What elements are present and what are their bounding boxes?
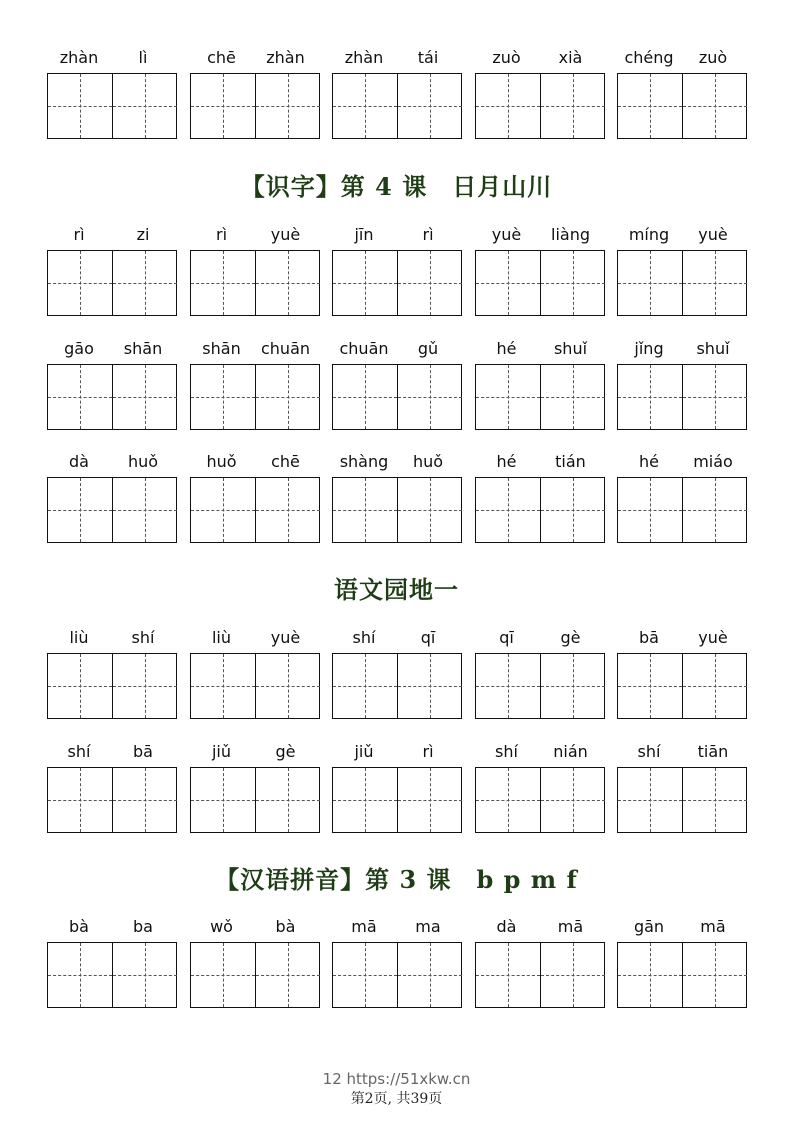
guide-line-horizontal [476,686,540,687]
pinyin-label: jǐng [634,339,664,358]
writing-cell[interactable] [48,943,112,1007]
writing-cell[interactable] [540,478,605,542]
writing-cell[interactable] [682,943,747,1007]
pinyin-label: shí [67,742,91,761]
section-heading: 【汉语拼音】第 3 课 b p m f [215,865,578,894]
writing-cell[interactable] [540,654,605,718]
word-block [617,917,747,1007]
word-block [475,917,605,1007]
word-block [475,225,605,315]
writing-cell[interactable] [255,654,320,718]
guide-line-horizontal [398,510,462,511]
word-block [190,339,320,429]
footer-url: 12 https://51xkw.cn [322,1070,471,1088]
writing-grid [475,653,605,719]
writing-grid [332,364,462,430]
writing-cell[interactable] [397,365,462,429]
guide-line-horizontal [541,975,605,976]
guide-line-horizontal [476,975,540,976]
writing-cell[interactable] [112,478,177,542]
writing-cell[interactable] [540,365,605,429]
writing-cell[interactable] [255,365,320,429]
pinyin-label: yuè [491,225,522,244]
pinyin-label: shí [495,742,518,761]
guide-line-horizontal [476,510,540,511]
writing-cell[interactable] [397,478,462,542]
guide-line-horizontal [256,106,320,107]
word-block [332,339,462,429]
pinyin-label: dà [496,917,517,936]
guide-line-horizontal [476,397,540,398]
word-block [475,48,605,138]
writing-grid [617,767,747,833]
word-block [617,225,747,315]
pinyin-label: bà [69,917,89,936]
guide-line-horizontal [398,106,462,107]
word-block [332,225,462,315]
word-block [475,452,605,542]
guide-line-horizontal [48,283,112,284]
pinyin-label: shí [637,742,661,761]
word-block [617,628,747,718]
writing-cell[interactable] [191,251,255,315]
word-block [190,628,320,718]
writing-cell[interactable] [255,74,320,138]
guide-line-horizontal [113,397,177,398]
word-block [475,742,605,832]
guide-line-horizontal [256,800,320,801]
writing-cell[interactable] [333,74,397,138]
guide-line-horizontal [191,975,255,976]
writing-grid [475,767,605,833]
writing-cell[interactable] [48,478,112,542]
writing-cell[interactable] [618,365,682,429]
guide-line-horizontal [476,800,540,801]
writing-cell[interactable] [112,74,177,138]
pinyin-label: liù [69,628,89,647]
writing-cell[interactable] [191,943,255,1007]
writing-cell[interactable] [112,768,177,832]
writing-cell[interactable] [682,478,747,542]
writing-cell[interactable] [333,943,397,1007]
pinyin-label: zuò [698,48,728,67]
writing-cell[interactable] [476,365,540,429]
pinyin-label: mā [700,917,726,936]
pinyin-label: lì [138,48,148,67]
pinyin-label: rì [73,225,85,244]
guide-line-horizontal [333,975,397,976]
pinyin-label: zhàn [59,48,99,67]
writing-grid [332,767,462,833]
writing-grid [332,653,462,719]
pinyin-label: xià [558,48,583,67]
word-block [47,628,177,718]
pinyin-label: shuǐ [696,339,730,358]
writing-cell[interactable] [618,768,682,832]
word-block [47,225,177,315]
guide-line-horizontal [398,283,462,284]
writing-cell[interactable] [112,654,177,718]
guide-line-horizontal [683,686,747,687]
guide-line-horizontal [683,283,747,284]
writing-grid [190,767,320,833]
guide-line-horizontal [333,800,397,801]
writing-grid [617,477,747,543]
pinyin-label: bā [639,628,659,647]
writing-grid [47,942,177,1008]
pinyin-label: qī [420,628,436,647]
pinyin-label: mā [351,917,377,936]
pinyin-label: ma [415,917,441,936]
writing-cell[interactable] [191,768,255,832]
writing-cell[interactable] [397,943,462,1007]
pinyin-label: yuè [698,225,728,244]
pinyin-label: gè [275,742,296,761]
pinyin-label: shí [352,628,376,647]
writing-cell[interactable] [112,365,177,429]
writing-cell[interactable] [255,768,320,832]
writing-grid [47,250,177,316]
pinyin-label: wǒ [210,917,233,936]
pinyin-label: chuān [339,339,389,358]
writing-grid [332,73,462,139]
pinyin-label: huǒ [127,452,159,471]
writing-grid [47,73,177,139]
guide-line-horizontal [113,686,177,687]
writing-cell[interactable] [255,251,320,315]
writing-cell[interactable] [682,768,747,832]
writing-cell[interactable] [333,768,397,832]
pinyin-label: shuǐ [553,339,588,358]
writing-grid [190,942,320,1008]
word-block [617,452,747,542]
guide-line-horizontal [333,686,397,687]
pinyin-label: zhàn [344,48,384,67]
word-block [332,452,462,542]
section-heading: 语文园地一 [334,575,459,604]
guide-line-horizontal [191,106,255,107]
pinyin-label: yuè [270,225,301,244]
word-block [190,48,320,138]
guide-line-horizontal [683,510,747,511]
word-block [475,628,605,718]
guide-line-horizontal [618,686,682,687]
writing-cell[interactable] [618,74,682,138]
writing-grid [617,364,747,430]
pinyin-row [47,339,747,429]
word-block [47,339,177,429]
writing-grid [190,477,320,543]
guide-line-horizontal [398,800,462,801]
writing-cell[interactable] [48,768,112,832]
guide-line-horizontal [683,975,747,976]
word-block [47,48,177,138]
word-block [190,917,320,1007]
writing-cell[interactable] [618,654,682,718]
guide-line-horizontal [618,800,682,801]
guide-line-horizontal [48,686,112,687]
pinyin-label: zhàn [266,48,305,67]
guide-line-horizontal [113,510,177,511]
writing-cell[interactable] [255,478,320,542]
writing-cell[interactable] [397,654,462,718]
word-block [190,452,320,542]
footer-page-number: 第2页, 共39页 [350,1091,443,1107]
writing-grid [190,250,320,316]
writing-cell[interactable] [191,654,255,718]
writing-cell[interactable] [191,478,255,542]
writing-grid [475,477,605,543]
guide-line-horizontal [618,510,682,511]
guide-line-horizontal [48,106,112,107]
guide-line-horizontal [541,800,605,801]
writing-cell[interactable] [48,251,112,315]
writing-cell[interactable] [333,251,397,315]
guide-line-horizontal [333,283,397,284]
pinyin-label: shān [123,339,163,358]
pinyin-label: hé [496,339,517,358]
pinyin-label: mā [557,917,584,936]
writing-cell[interactable] [333,478,397,542]
writing-cell[interactable] [476,251,540,315]
guide-line-horizontal [476,283,540,284]
writing-grid [475,942,605,1008]
guide-line-horizontal [333,106,397,107]
writing-grid [475,73,605,139]
pinyin-label: tián [555,452,586,471]
writing-cell[interactable] [476,768,540,832]
writing-cell[interactable] [48,654,112,718]
writing-cell[interactable] [476,74,540,138]
guide-line-horizontal [256,397,320,398]
pinyin-label: huǒ [206,452,237,471]
writing-grid [332,250,462,316]
writing-grid [47,477,177,543]
pinyin-label: hé [496,452,517,471]
pinyin-label: jiǔ [211,742,232,761]
pinyin-label: bà [275,917,296,936]
pinyin-label: qī [499,628,514,647]
guide-line-horizontal [541,510,605,511]
writing-grid [47,767,177,833]
pinyin-label: chē [271,452,300,471]
guide-line-horizontal [48,975,112,976]
pinyin-label: gǔ [417,339,439,358]
guide-line-horizontal [256,686,320,687]
word-block [47,917,177,1007]
guide-line-horizontal [113,975,177,976]
pinyin-label: shàng [339,452,389,471]
writing-cell[interactable] [48,365,112,429]
writing-grid [617,250,747,316]
writing-grid [190,653,320,719]
pinyin-label: liàng [551,225,590,244]
pinyin-label: rì [422,225,434,244]
writing-cell[interactable] [618,943,682,1007]
pinyin-label: chē [207,48,236,67]
writing-cell[interactable] [397,74,462,138]
word-block [617,742,747,832]
writing-grid [332,942,462,1008]
writing-cell[interactable] [682,251,747,315]
guide-line-horizontal [398,686,462,687]
section-heading: 【识字】第 4 课 日月山川 [240,172,553,201]
word-block [332,917,462,1007]
word-block [47,742,177,832]
pinyin-label: gè [560,628,581,647]
writing-cell[interactable] [397,251,462,315]
pinyin-row [47,742,747,832]
word-block [617,339,747,429]
guide-line-horizontal [113,283,177,284]
guide-line-horizontal [191,800,255,801]
pinyin-label: huǒ [412,452,444,471]
guide-line-horizontal [256,975,320,976]
pinyin-label: chuān [260,339,311,358]
writing-cell[interactable] [682,74,747,138]
guide-line-horizontal [683,106,747,107]
word-block [475,339,605,429]
pinyin-label: tiān [697,742,729,761]
writing-cell[interactable] [333,365,397,429]
guide-line-horizontal [541,397,605,398]
writing-cell[interactable] [618,251,682,315]
pinyin-label: hé [639,452,659,471]
word-block [332,48,462,138]
writing-cell[interactable] [397,768,462,832]
word-block [190,225,320,315]
pinyin-label: tái [417,48,439,67]
guide-line-horizontal [398,975,462,976]
guide-line-horizontal [618,975,682,976]
pinyin-label: nián [553,742,588,761]
pinyin-label: shān [202,339,241,358]
pinyin-label: dà [69,452,89,471]
pinyin-row [47,628,747,718]
writing-cell[interactable] [476,654,540,718]
word-block [332,628,462,718]
pinyin-label: zi [136,225,150,244]
pinyin-row [47,917,747,1007]
writing-grid [190,364,320,430]
guide-line-horizontal [333,397,397,398]
pinyin-label: chéng [624,48,674,67]
writing-cell[interactable] [255,943,320,1007]
pinyin-label: ba [133,917,153,936]
writing-cell[interactable] [112,943,177,1007]
word-block [617,48,747,138]
writing-cell[interactable] [682,654,747,718]
guide-line-horizontal [541,686,605,687]
guide-line-horizontal [191,283,255,284]
writing-grid [617,653,747,719]
writing-grid [475,250,605,316]
writing-cell[interactable] [191,74,255,138]
guide-line-horizontal [256,283,320,284]
pinyin-row [47,452,747,542]
pinyin-label: jiǔ [354,742,374,761]
guide-line-horizontal [618,283,682,284]
pinyin-label: gāo [64,339,94,358]
writing-grid [47,653,177,719]
guide-line-horizontal [683,800,747,801]
writing-cell[interactable] [540,768,605,832]
pinyin-label: jīn [354,225,374,244]
pinyin-label: rì [215,225,228,244]
word-block [332,742,462,832]
writing-grid [332,477,462,543]
writing-cell[interactable] [333,654,397,718]
guide-line-horizontal [541,106,605,107]
writing-cell[interactable] [476,943,540,1007]
guide-line-horizontal [398,397,462,398]
writing-grid [617,942,747,1008]
pinyin-label: yuè [698,628,728,647]
guide-line-horizontal [476,106,540,107]
writing-grid [475,364,605,430]
guide-line-horizontal [48,397,112,398]
guide-line-horizontal [618,106,682,107]
writing-cell[interactable] [618,478,682,542]
guide-line-horizontal [113,106,177,107]
pinyin-label: liù [211,628,232,647]
guide-line-horizontal [113,800,177,801]
pinyin-label: míng [628,225,670,244]
pinyin-label: miáo [693,452,733,471]
writing-grid [47,364,177,430]
writing-cell[interactable] [48,74,112,138]
pinyin-label: zuò [492,48,521,67]
writing-cell[interactable] [540,251,605,315]
guide-line-horizontal [191,397,255,398]
pinyin-row [47,225,747,315]
word-block [190,742,320,832]
writing-grid [617,73,747,139]
word-block [47,452,177,542]
pinyin-label: rì [422,742,434,761]
writing-grid [190,73,320,139]
writing-cell[interactable] [112,251,177,315]
pinyin-label: shí [131,628,155,647]
pinyin-label: bā [133,742,153,761]
guide-line-horizontal [48,800,112,801]
writing-cell[interactable] [191,365,255,429]
guide-line-horizontal [541,283,605,284]
pinyin-row [47,48,747,138]
guide-line-horizontal [191,686,255,687]
guide-line-horizontal [683,397,747,398]
writing-cell[interactable] [682,365,747,429]
pinyin-label: gān [633,917,665,936]
guide-line-horizontal [618,397,682,398]
guide-line-horizontal [191,510,255,511]
writing-cell[interactable] [476,478,540,542]
guide-line-horizontal [256,510,320,511]
guide-line-horizontal [48,510,112,511]
writing-cell[interactable] [540,74,605,138]
guide-line-horizontal [333,510,397,511]
pinyin-label: yuè [270,628,301,647]
writing-cell[interactable] [540,943,605,1007]
